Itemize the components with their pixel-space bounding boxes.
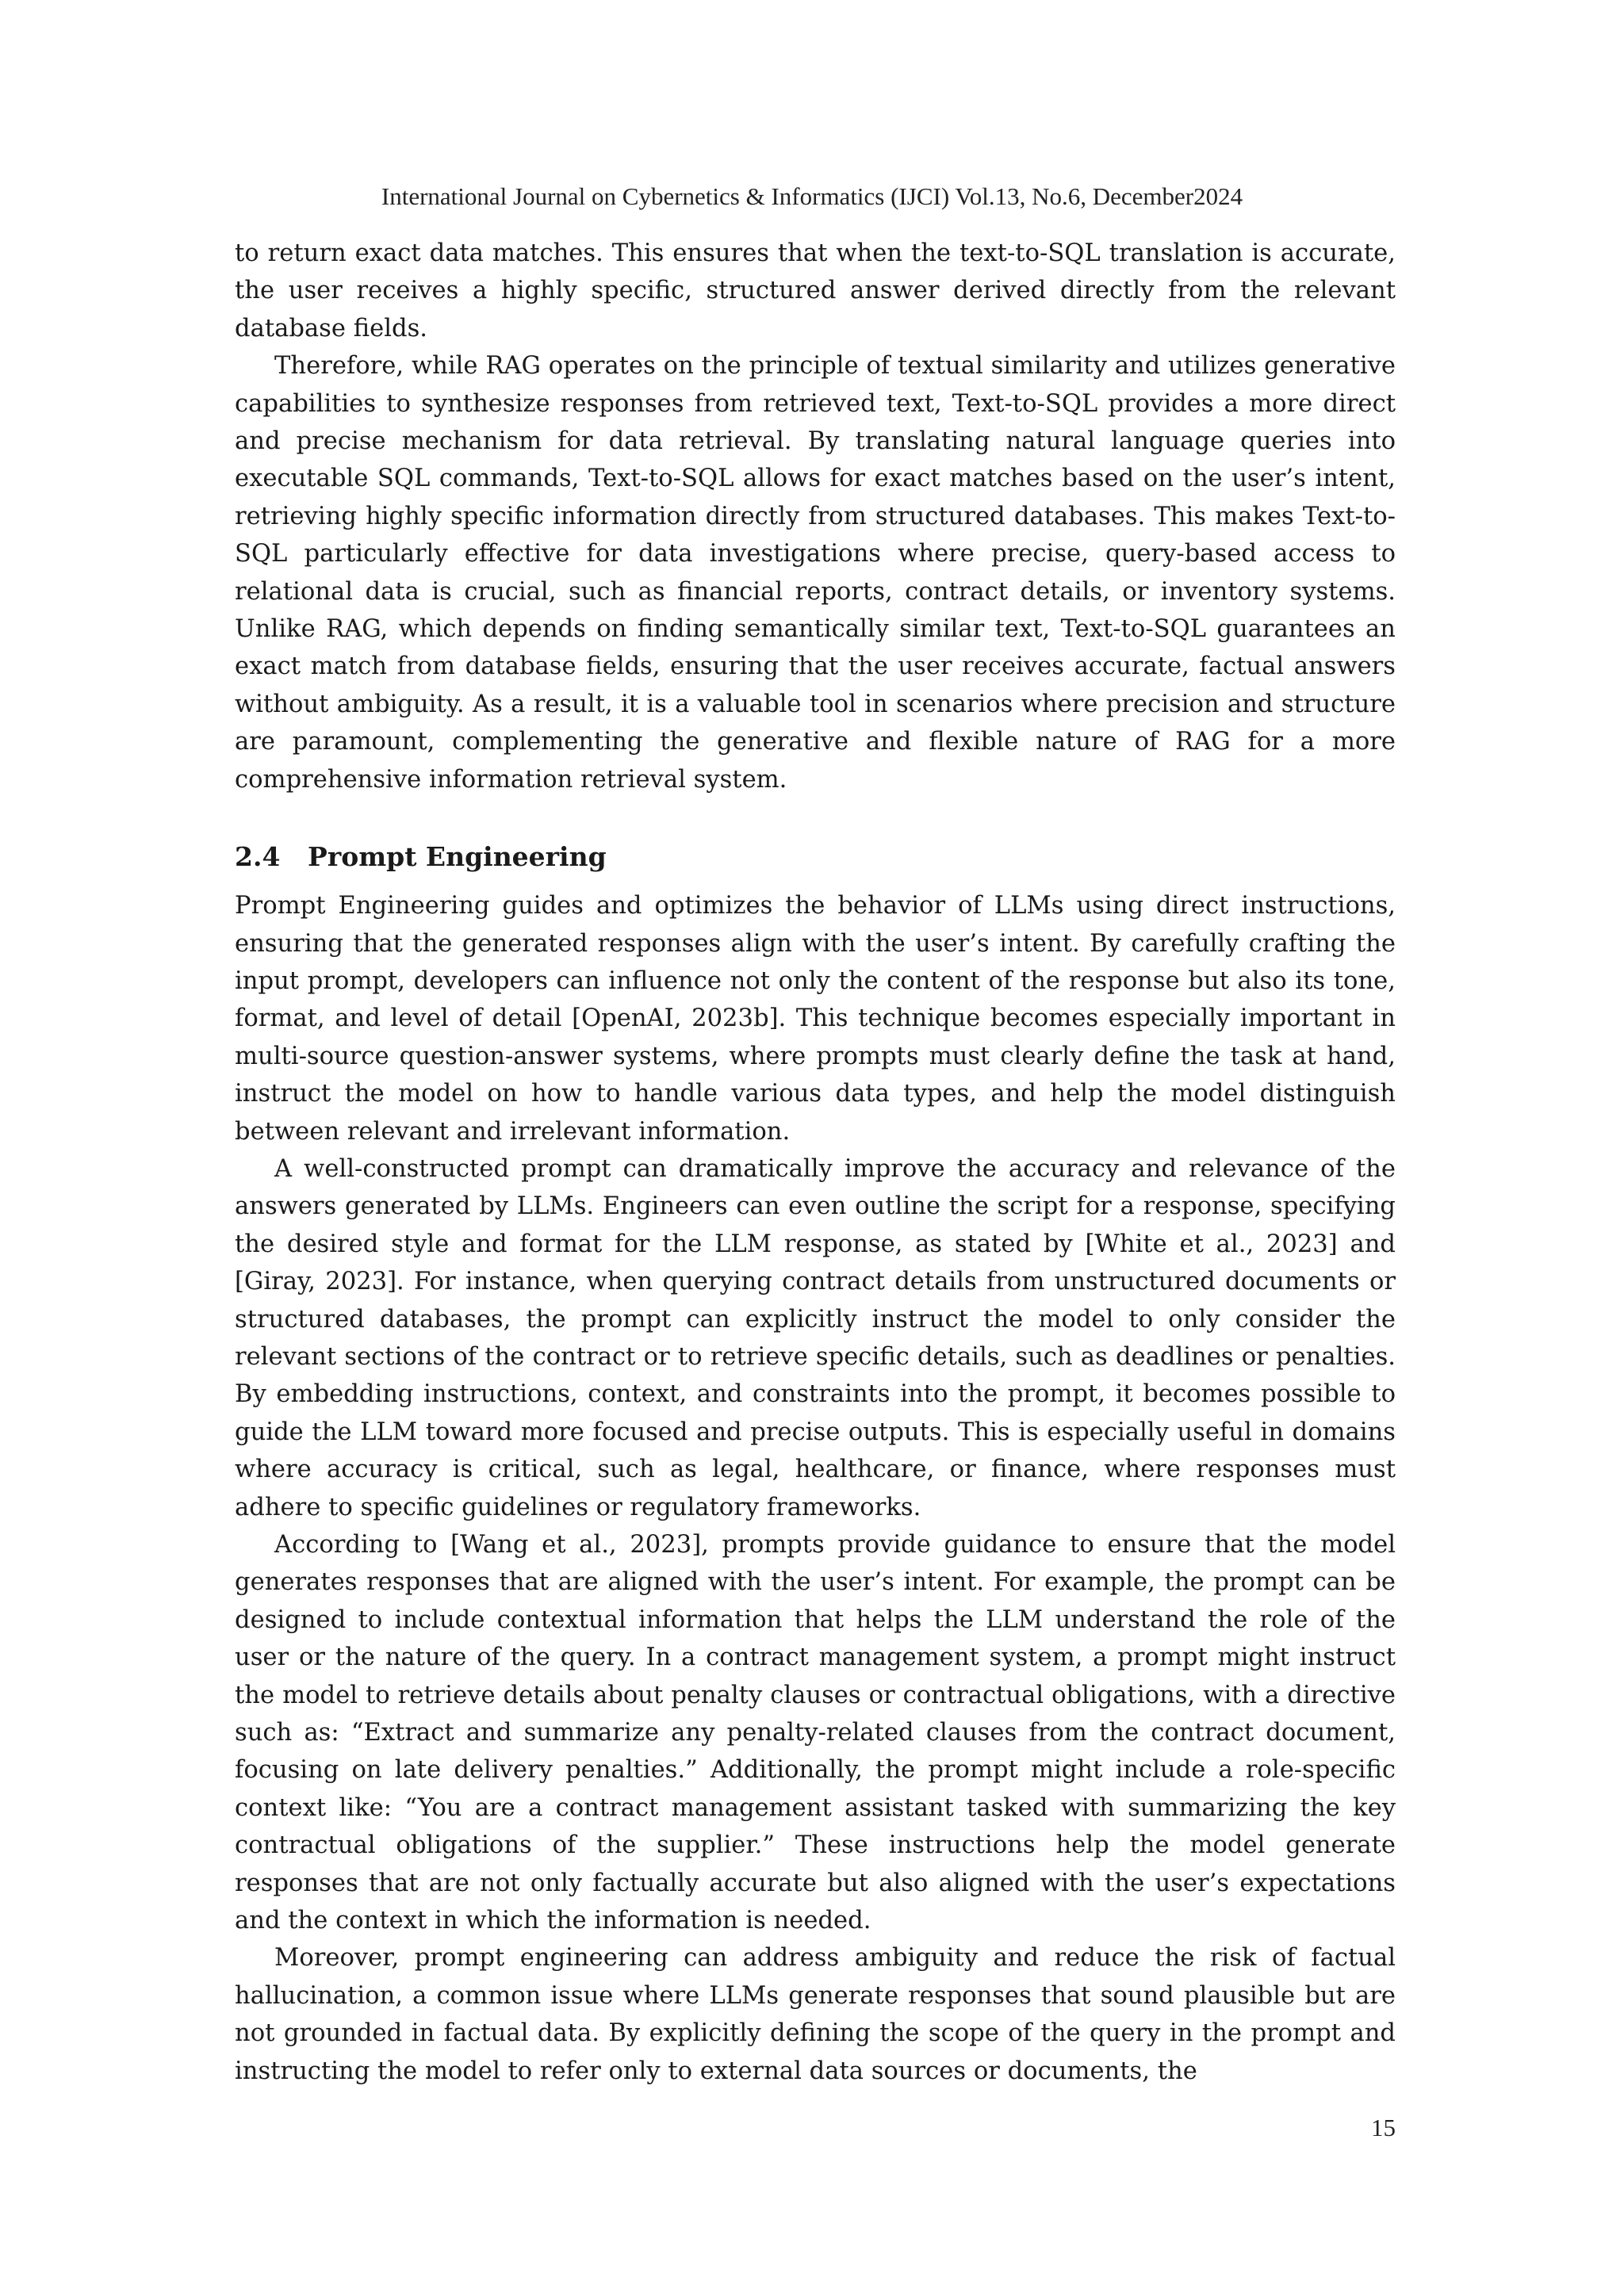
paragraph-rag-vs-text-to-sql: Therefore, while RAG operates on the principle of textual similarity and utilizes generative capabilities to synthesize responses from retrieved text, Text-to-SQL provides a more direct and precise mechanism for data retrieval. By translating natural language queries into executable SQL commands, Text-to-SQL allows for exact matches based on the user’s intent, retrieving highly specific information directly from structured databases. This makes Text-to-SQL particularly effective for data investigations where precise, query-based access to relational data is crucial, such as financial reports, contract details, or inventory systems. Unlike RAG, which depends on finding semantically similar text, Text-to-SQL guarantees an exact match from database fields, ensuring that the user receives accurate, factual answers without ambiguity. As a result, it is a valuable tool in scenarios where precision and structure are paramount, complementing the generative and flexible nature of RAG for a more comprehensive information retrieval system. (235, 352, 1396, 794)
paragraph-continued: to return exact data matches. This ensures that when the text-to-SQL translation is accurate, the user receives a highly specific, structured answer derived directly from the relevant database fields. (235, 239, 1396, 342)
paragraph-hallucination: Moreover, prompt engineering can address ambiguity and reduce the risk of factual hallucination, a common issue where LLMs generate responses that sound plausible but are not grounded in factual data. By explicitly defining the scope of the query in the prompt and instructing the model to refer only to external data sources or documents, the (235, 1944, 1396, 2085)
section-title: Prompt Engineering (308, 841, 607, 873)
main-text (235, 235, 1396, 2090)
paragraph-prompt-engineering-intro: Prompt Engineering guides and optimizes the behavior of LLMs using direct instructions, ensuring that the generated responses align with the user’s intent. By carefully crafting the input prompt, developers can influence not only the content of the response but also its tone, format, and level of detail [OpenAI, 2023b]. This technique becomes especially important in multi-source question-answer systems, where prompts must clearly define the task at hand, instruct the model on how to handle various data types, and help the model distinguish between relevant and irrelevant information. (235, 892, 1396, 1146)
running-header: International Journal on Cybernetics & Informatics (IJCI) Vol.13, No.6, December2024 (381, 182, 1243, 210)
paragraph-well-constructed-prompt: A well-constructed prompt can dramatically improve the accuracy and relevance of the answers generated by LLMs. Engineers can even outline the script for a response, specifying the desired style and format for the LLM response, as stated by [White et al., 2023] and [Giray, 2023]. For instance, when querying contract details from unstructured documents or structured databases, the prompt can explicitly instruct the model to only consider the relevant sections of the contract or to retrieve specific details, such as deadlines or penalties. By embedding instructions, context, and constraints into the prompt, it becomes possible to guide the LLM toward more focused and precise outputs. This is especially useful in domains where accuracy is critical, such as legal, healthcare, or finance, where responses must adhere to specific guidelines or regulatory frameworks. (235, 1154, 1396, 1521)
section-heading (235, 840, 1396, 874)
page-number: 15 (1371, 2114, 1396, 2141)
section-number: 2.4 (235, 841, 281, 873)
paragraph-wang-et-al: According to [Wang et al., 2023], prompts provide guidance to ensure that the model generates responses that are aligned with the user’s intent. For example, the prompt can be designed to include contextual information that helps the LLM understand the role of the user or the nature of the query. In a contract management system, a prompt might instruct the model to retrieve details about penalty clauses or contractual obligations, with a directive such as: “Extract and summarize any penalty-related clauses from the contract document, focusing on late delivery penalties.” Additionally, the prompt might include a role-specific context like: “You are a contract management assistant tasked with summarizing the key contractual obligations of the supplier.” These instructions help the model generate responses that are not only factually accurate but also aligned with the user’s expectations and the context in which the information is needed. (235, 1531, 1396, 1935)
